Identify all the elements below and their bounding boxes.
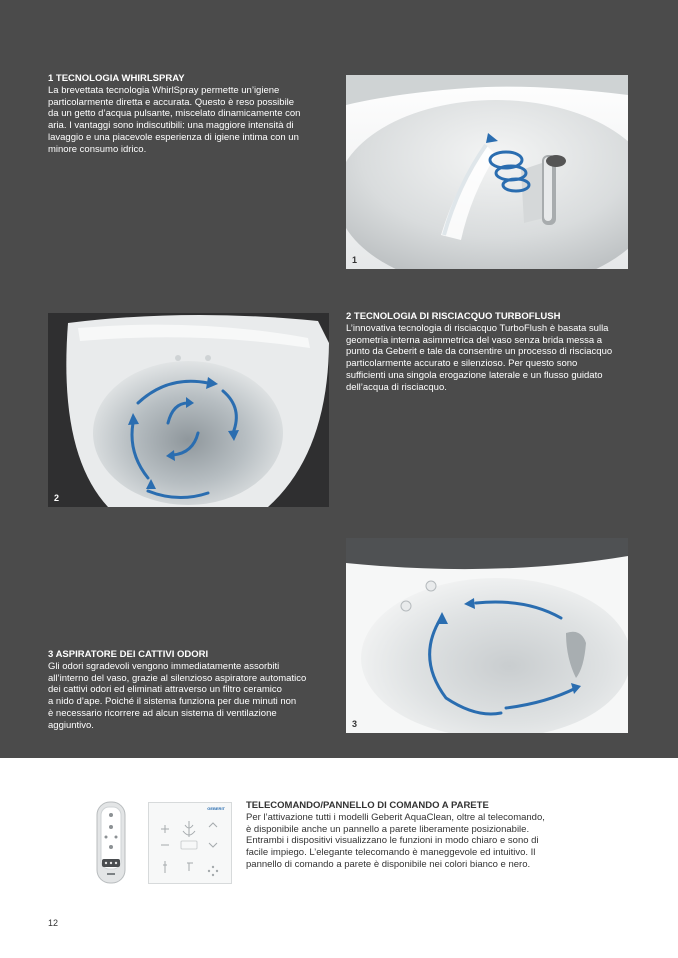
page-number: 12 — [48, 918, 59, 928]
photo-whirlspray — [346, 75, 628, 269]
body-line: geometria interna asimmetrica del vaso senza brida messa a — [346, 334, 603, 346]
photo-number: 3 — [352, 719, 358, 729]
body-line: Per l’attivazione tutti i modelli Geberit AquaClean, oltre al telecomando, — [246, 811, 545, 823]
photo-number: 1 — [352, 255, 358, 265]
body-line: all’interno del vaso, grazie al silenzioso aspiratore automatico — [48, 672, 307, 684]
section-odour-extractor — [48, 649, 328, 732]
lady-shower-icon — [163, 861, 167, 873]
odour-extractor-illustration — [346, 538, 628, 733]
body-line: Entrambi i dispositivi visualizzano le funzioni in modo chiaro e sono di — [246, 835, 539, 847]
photo-turboflush — [48, 313, 329, 507]
section-remote-control — [246, 800, 566, 871]
body-line: a nido d’ape. Poiché il sistema funziona per due minuti non — [48, 696, 297, 708]
body-line: dei cattivi odori ed eliminati attraverso un filtro ceramico — [48, 684, 282, 696]
body-line: è disponibile anche un pannello a parete liberamente posizionabile. — [246, 823, 530, 835]
section-heading: 3 ASPIRATORE DEI CATTIVI ODORI — [48, 649, 209, 660]
photo-number: 2 — [54, 493, 60, 503]
section-body — [48, 661, 328, 732]
section-body — [246, 812, 566, 871]
body-line: particolarmente accurato e silenzioso. Per questo sono — [346, 358, 578, 370]
dryer-icon — [187, 863, 193, 871]
photo-odour-extractor — [346, 538, 628, 733]
section-body — [48, 85, 328, 156]
section-heading: TELECOMANDO/PANNELLO DI COMANDO A PARETE — [246, 800, 489, 811]
chevron-up-icon — [209, 823, 217, 827]
body-line: Gli odori sgradevoli vengono immediatamente assorbiti — [48, 660, 280, 672]
section-heading: 2 TECNOLOGIA DI RISCIACQUO TURBOFLUSH — [346, 311, 561, 322]
chevron-down-icon — [209, 843, 217, 847]
body-line: punto da Geberit e tale da consentire un processo di risciacquo — [346, 346, 613, 358]
body-line: da un getto d’acqua pulsante, miscelato dinamicamente con — [48, 108, 301, 120]
turboflush-illustration — [48, 313, 329, 507]
body-line: minore consumo idrico. — [48, 143, 147, 155]
wall-panel-icons — [149, 803, 231, 883]
wall-panel-image — [148, 802, 232, 884]
body-line: La brevettata tecnologia WhirlSpray permette un’igiene — [48, 84, 280, 96]
plus-icon — [161, 825, 169, 833]
body-line: pannello di comando a parete è disponibile nei colori bianco e nero. — [246, 858, 531, 870]
body-line: facile impiego. L’elegante telecomando è maneggevole ed intuitivo. Il — [246, 847, 536, 859]
section-heading: 1 TECNOLOGIA WHIRLSPRAY — [48, 73, 185, 84]
remote-control-image — [96, 801, 126, 884]
body-line: è necessario ricorrere ad alcun sistema di ventilazione — [48, 707, 277, 719]
body-line: particolarmente diretta e accurata. Questo è reso possibile — [48, 96, 295, 108]
section-body — [346, 323, 636, 394]
remote-control-icon — [96, 801, 126, 884]
whirlspray-illustration — [346, 75, 628, 269]
body-line: L’innovativa tecnologia di risciacquo TurboFlush è basata sulla — [346, 322, 609, 334]
body-line: aria. I vantaggi sono indiscutibili: una maggiore intensità di — [48, 120, 294, 132]
body-line: aggiuntivo. — [48, 719, 94, 731]
body-line: sufficienti una singola erogazione laterale e un flusso guidato — [346, 369, 603, 381]
spray-icon — [183, 821, 195, 837]
body-line: dell’acqua di risciacquo. — [346, 381, 447, 393]
section-whirlspray — [48, 73, 328, 156]
body-line: lavaggio e una piacevole esperienza di igiene intima con un — [48, 131, 299, 143]
section-turboflush — [346, 311, 636, 394]
panel-brand-logo: GEBERIT — [207, 806, 225, 811]
